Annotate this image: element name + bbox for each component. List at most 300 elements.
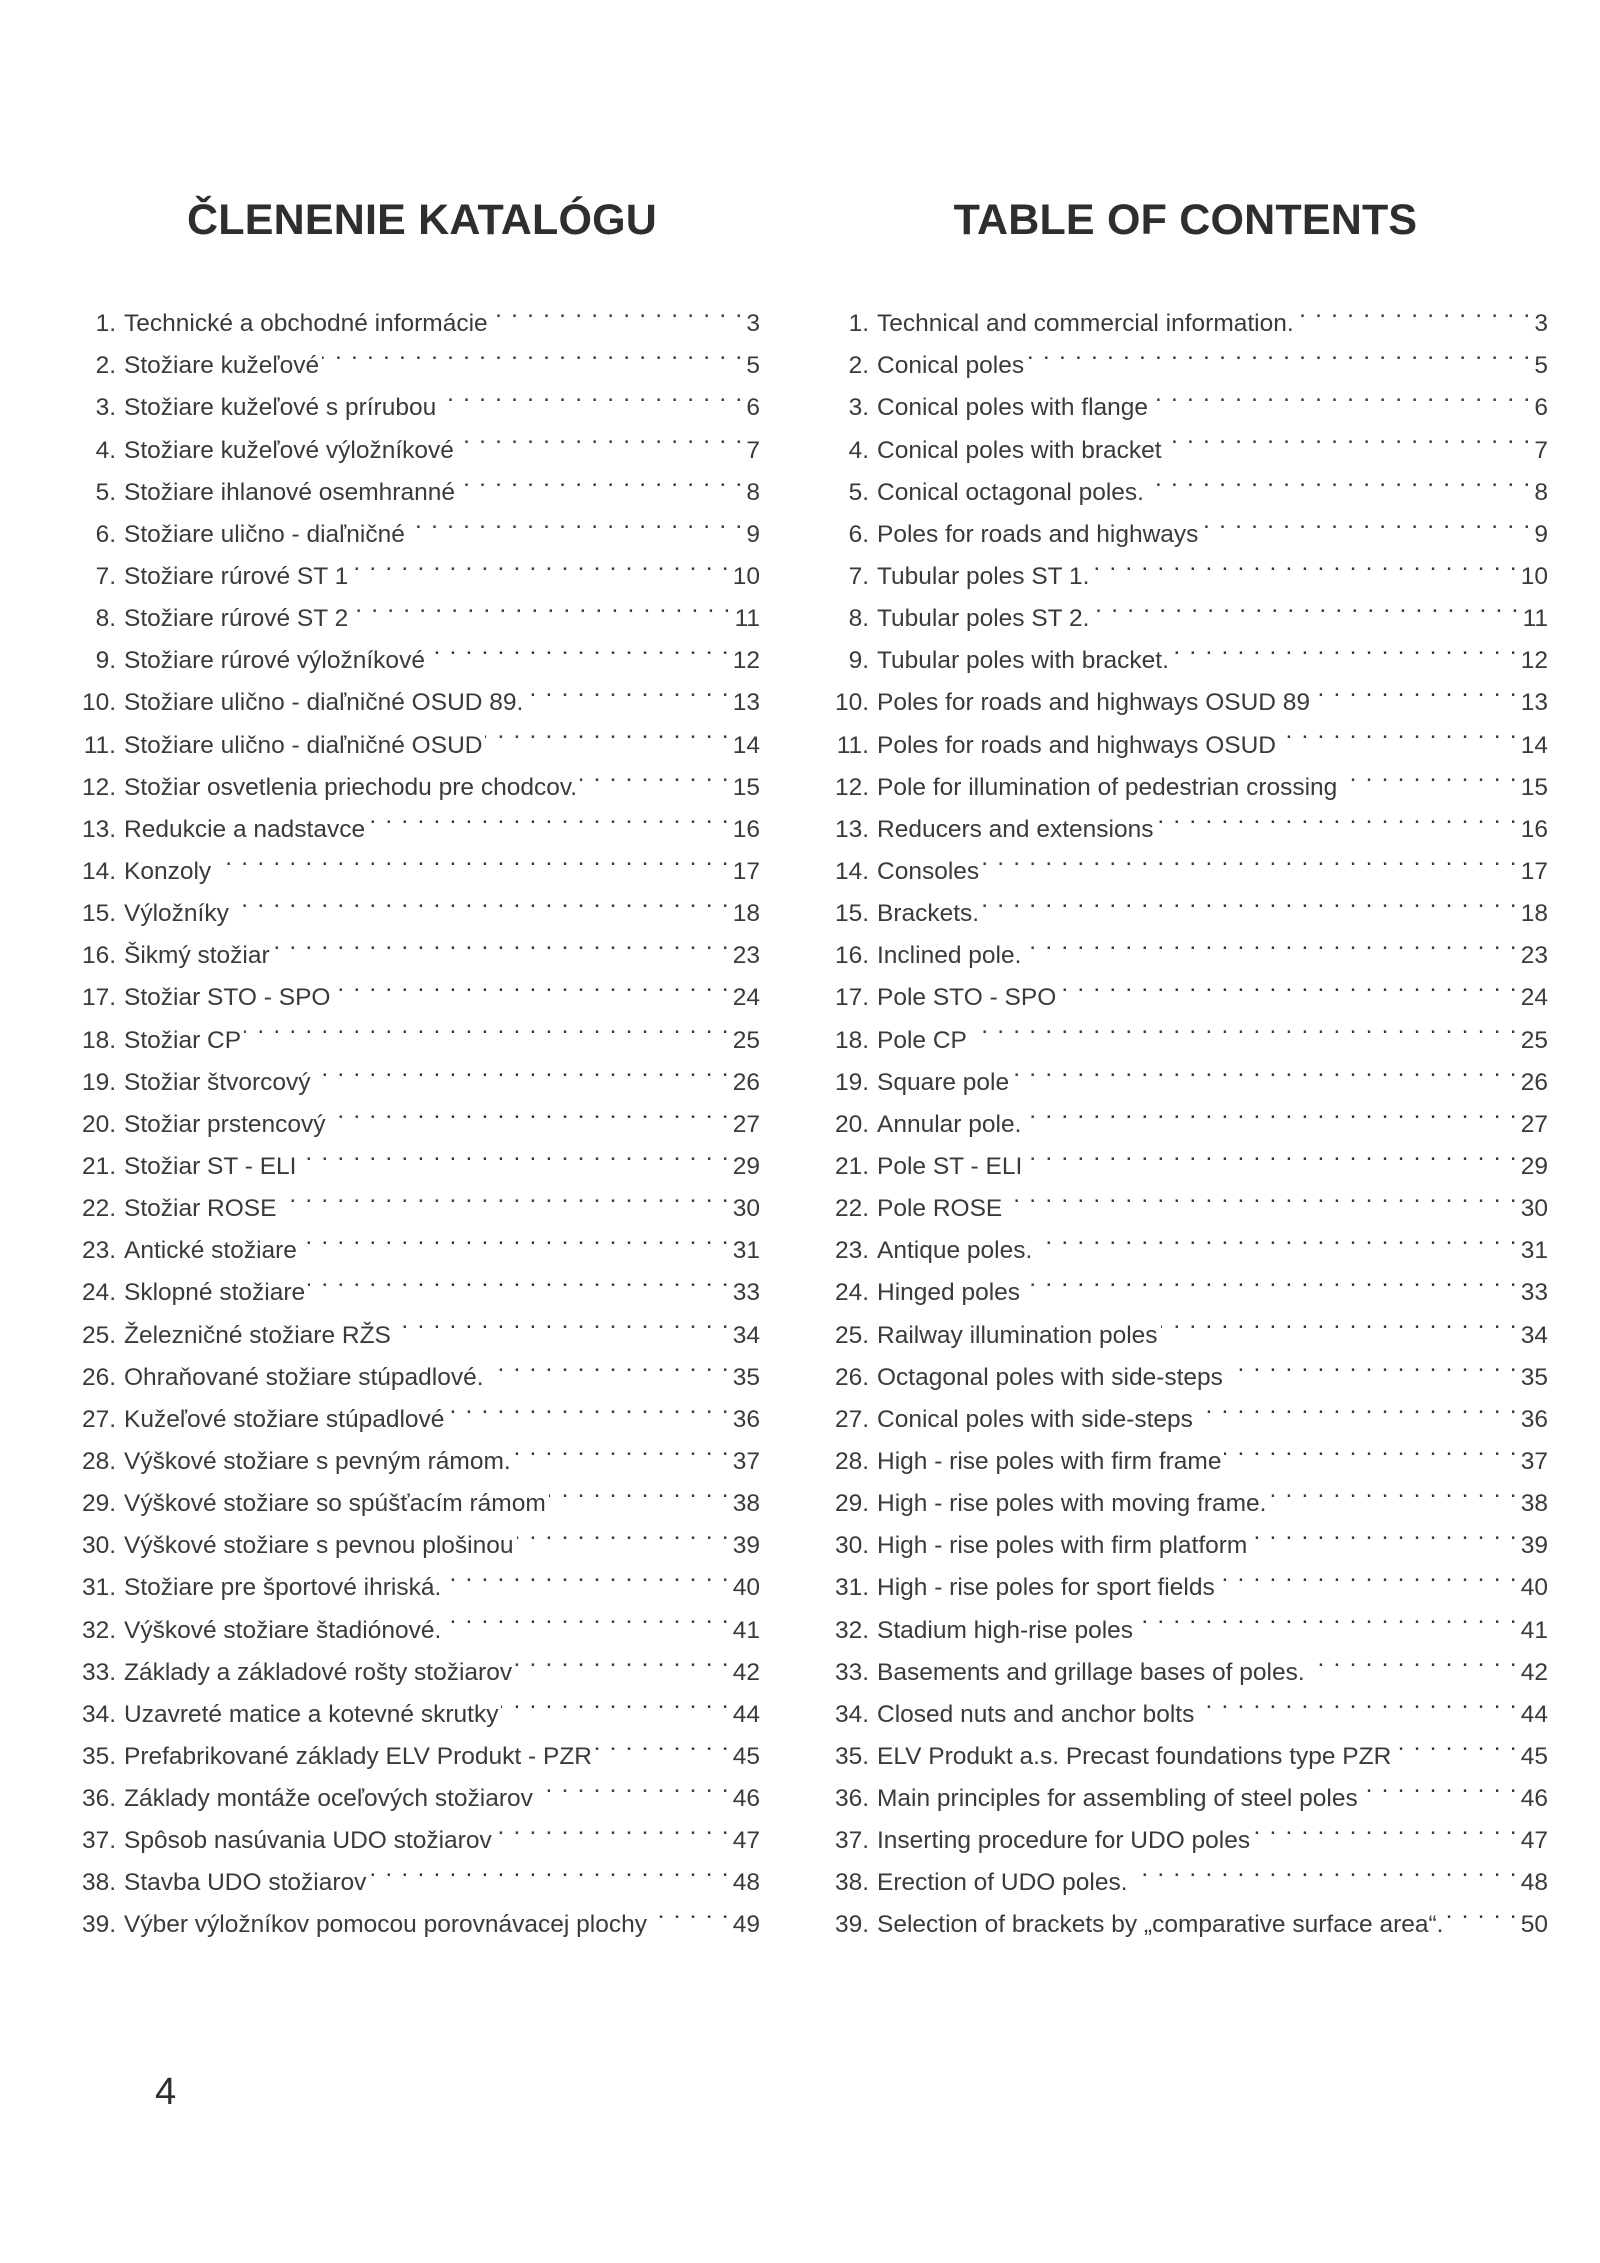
toc-entry-page: 34 [1520, 1321, 1548, 1349]
toc-entry-number: 33. [834, 1658, 869, 1686]
toc-entry-page: 12 [732, 647, 760, 675]
toc-entry-number: 33. [81, 1658, 116, 1686]
toc-entry-page: 37 [1520, 1447, 1548, 1475]
toc-entry-page: 16 [1520, 815, 1548, 843]
toc-entry-page: 44 [1520, 1700, 1548, 1728]
toc-entry-number: 37. [81, 1827, 116, 1855]
dot-leader [1012, 1048, 1518, 1090]
toc-entry-number: 17. [81, 984, 116, 1012]
toc-entry-page: 26 [1520, 1068, 1548, 1096]
dot-leader [308, 1258, 730, 1300]
toc-entry-number: 10. [81, 689, 116, 717]
toc-entry-number: 15. [834, 900, 869, 928]
toc-entry-label: Pole for illumination of pedestrian crossing [877, 773, 1338, 801]
toc-entry-number: 12. [834, 773, 869, 801]
toc-entry-number: 23. [834, 1237, 869, 1265]
dot-leader [1005, 1174, 1517, 1216]
dot-leader [273, 921, 730, 963]
toc-entry-label: Výškové stožiare s pevným rámom. [124, 1447, 511, 1475]
toc-entry-number: 14. [834, 857, 869, 885]
toc-entry-label: Stožiar prstencový [124, 1110, 326, 1138]
dot-leader [351, 542, 730, 584]
dot-leader [368, 795, 730, 837]
toc-entry-number: 20. [81, 1110, 116, 1138]
toc-entry-number: 29. [81, 1490, 116, 1518]
toc-entry-page: 34 [732, 1321, 760, 1349]
toc-title-slovak: ČLENENIE KATALÓGU [186, 196, 658, 244]
dot-leader [1092, 584, 1519, 626]
toc-entry-label: Inclined pole. [877, 942, 1022, 970]
toc-entry-number: 9. [848, 647, 869, 675]
toc-entry-page: 40 [732, 1574, 760, 1602]
toc-entry-page: 47 [732, 1827, 760, 1855]
toc-entry-number: 1. [95, 310, 116, 338]
toc-entry-number: 13. [81, 815, 116, 843]
toc-entry-label: Stožiar ROSE [124, 1195, 277, 1223]
toc-entry-label: ELV Produkt a.s. Precast foundations type PZR [877, 1742, 1392, 1770]
toc-entry-number: 31. [81, 1574, 116, 1602]
toc-entry-page: 50 [1520, 1911, 1548, 1939]
toc-entry-label: Pole STO - SPO [877, 984, 1057, 1012]
dot-leader [394, 1300, 730, 1342]
toc-entry-page: 11 [734, 605, 760, 633]
toc-entry-number: 21. [834, 1152, 869, 1180]
toc-entry-label: Octagonal poles with side-steps [877, 1363, 1223, 1391]
toc-entry-label: Ohraňované stožiare stúpadlové. [124, 1363, 484, 1391]
toc-entry-label: High - rise poles with firm platform [877, 1532, 1248, 1560]
toc-entry-label: Stožiare rúrové výložníkové [124, 647, 425, 675]
dot-leader [334, 963, 730, 1005]
toc-entry-number: 27. [834, 1405, 869, 1433]
toc-entry-number: 31. [834, 1574, 869, 1602]
toc-entry-number: 3. [848, 394, 869, 422]
toc-entry-number: 7. [848, 562, 869, 590]
toc-entry-label: Inserting procedure for UDO poles [877, 1827, 1251, 1855]
dot-leader [650, 1890, 730, 1932]
dot-leader [1024, 921, 1517, 963]
toc-entry-number: 11. [836, 731, 869, 759]
dot-leader [517, 1511, 730, 1553]
toc-entry-page: 11 [1522, 605, 1548, 633]
toc-entry-page: 9 [746, 520, 760, 548]
toc-entry-page: 48 [1520, 1869, 1548, 1897]
dot-leader [1446, 1890, 1517, 1932]
toc-entry [60, 289, 760, 338]
toc-entry-page: 33 [732, 1279, 760, 1307]
toc-entry-page: 44 [732, 1700, 760, 1728]
dot-leader [1035, 1216, 1517, 1258]
toc-entry-label: Consoles [877, 857, 980, 885]
toc-entry-label: Selection of brackets by „comparative surface area“. [877, 1911, 1444, 1939]
toc-list-slovak [60, 289, 760, 1939]
toc-entry-number: 34. [834, 1700, 869, 1728]
dot-leader [1253, 1806, 1518, 1848]
toc-entry-page: 27 [732, 1110, 760, 1138]
toc-entry-label: Technické a obchodné informácie [124, 310, 488, 338]
dot-leader [329, 1090, 730, 1132]
toc-entry-label: Výškové stožiare štadiónové. [124, 1616, 442, 1644]
toc-entry-label: Brackets. [877, 900, 980, 928]
toc-entry-label: Kužeľové stožiare stúpadlové [124, 1405, 445, 1433]
toc-entry-page: 6 [1534, 394, 1548, 422]
toc-entry-number: 38. [834, 1869, 869, 1897]
toc-entry-number: 10. [834, 689, 869, 717]
toc-entry-label: Železničné stožiare RŽS [124, 1321, 391, 1349]
dot-leader [970, 1005, 1518, 1047]
toc-entry-label: Šikmý stožiar [124, 942, 270, 970]
toc-entry-page: 45 [732, 1742, 760, 1770]
toc-entry-label: Stožiar štvorcový [124, 1068, 311, 1096]
toc-entry-number: 7. [95, 562, 116, 590]
toc-entry-page: 18 [732, 900, 760, 928]
toc-entry-page: 35 [1520, 1363, 1548, 1391]
dot-leader [214, 837, 730, 879]
toc-entry-number: 19. [81, 1068, 116, 1096]
dot-leader [1147, 458, 1531, 500]
toc-entry-number: 38. [81, 1869, 116, 1897]
dot-leader [351, 584, 731, 626]
toc-entry-number: 28. [834, 1447, 869, 1475]
toc-entry-page: 27 [1520, 1110, 1548, 1138]
dot-leader [526, 668, 729, 710]
dot-leader [439, 373, 743, 415]
toc-entry-page: 45 [1520, 1742, 1548, 1770]
dot-leader [1313, 668, 1518, 710]
toc-entry-number: 24. [834, 1279, 869, 1307]
dot-leader [595, 1722, 730, 1764]
toc-entry-label: Tubular poles ST 1. [877, 562, 1090, 590]
dot-leader [1131, 1848, 1518, 1890]
toc-entry-label: Stožiar STO - SPO [124, 984, 331, 1012]
toc-entry-label: Annular pole. [877, 1110, 1022, 1138]
toc-entry-page: 39 [1520, 1532, 1548, 1560]
toc-entry-number: 1. [848, 310, 869, 338]
toc-entry-label: Conical poles with side-steps [877, 1405, 1193, 1433]
dot-leader [1394, 1722, 1517, 1764]
dot-leader [485, 710, 729, 752]
dot-leader [1151, 373, 1531, 415]
dot-leader [1297, 289, 1532, 331]
toc-entry-label: Výber výložníkov pomocou porovnávacej plochy [124, 1911, 647, 1939]
dot-leader [458, 458, 743, 500]
toc-entry-number: 3. [95, 394, 116, 422]
toc-entry-number: 18. [81, 1026, 116, 1054]
toc-entry-label: Stožiar CP [124, 1026, 242, 1054]
dot-leader [580, 753, 730, 795]
toc-entry-page: 15 [732, 773, 760, 801]
toc-entry-page: 25 [732, 1026, 760, 1054]
toc-entry-number: 39. [834, 1911, 869, 1939]
toc-entry-number: 32. [81, 1616, 116, 1644]
toc-entry-label: Stožiare kužeľové s prírubou [124, 394, 437, 422]
toc-entry-label: Stožiare uličnо - diaľničné [124, 520, 405, 548]
dot-leader [1361, 1764, 1518, 1806]
dot-leader [536, 1764, 730, 1806]
toc-entry-number: 15. [81, 900, 116, 928]
toc-entry-label: Tubular poles ST 2. [877, 605, 1090, 633]
dot-leader [1025, 1132, 1517, 1174]
toc-entry-page: 47 [1520, 1827, 1548, 1855]
toc-entry-number: 18. [834, 1026, 869, 1054]
toc-entry-label: Poles for roads and highways [877, 520, 1199, 548]
dot-leader [299, 1132, 729, 1174]
toc-entry-label: Stadium high-rise poles [877, 1616, 1134, 1644]
toc-entry-label: Stožiar ST - ELI [124, 1152, 297, 1180]
toc-entry-page: 30 [1520, 1195, 1548, 1223]
toc-entry-number: 27. [81, 1405, 116, 1433]
dot-leader [495, 1806, 730, 1848]
toc-entry-number: 37. [834, 1827, 869, 1855]
toc-entry-page: 16 [732, 815, 760, 843]
toc-entry [813, 289, 1548, 338]
toc-entry-number: 25. [834, 1321, 869, 1349]
toc-entry-number: 30. [834, 1532, 869, 1560]
toc-entry-number: 26. [81, 1363, 116, 1391]
toc-entry-page: 5 [746, 352, 760, 380]
toc-entry-page: 8 [1534, 478, 1548, 506]
toc-entry-label: Stožiare kužeľové výložníkové [124, 436, 454, 464]
dot-leader [515, 1638, 730, 1680]
toc-entry-label: Pole ROSE [877, 1195, 1003, 1223]
toc-entry-page: 42 [732, 1658, 760, 1686]
dot-leader [1196, 1385, 1518, 1427]
dot-leader [444, 1553, 729, 1595]
toc-entry-number: 36. [834, 1785, 869, 1813]
dot-leader [982, 879, 1518, 921]
toc-entry-number: 30. [81, 1532, 116, 1560]
toc-entry-label: Erection of UDO poles. [877, 1869, 1128, 1897]
dot-leader [444, 1595, 729, 1637]
dot-leader [1279, 710, 1518, 752]
toc-entry-label: Conical poles with bracket [877, 436, 1162, 464]
toc-entry-page: 31 [732, 1237, 760, 1265]
dot-leader [1218, 1553, 1518, 1595]
dot-leader [232, 879, 730, 921]
toc-entry-page: 38 [1520, 1490, 1548, 1518]
dot-leader [1092, 542, 1517, 584]
toc-entry-label: Conical octagonal poles. [877, 478, 1144, 506]
toc-entry-number: 22. [81, 1195, 116, 1223]
toc-entry-number: 8. [95, 605, 116, 633]
toc-entry-page: 24 [732, 984, 760, 1012]
toc-entry-page: 48 [732, 1869, 760, 1897]
toc-entry-label: High - rise poles with firm frame [877, 1447, 1222, 1475]
toc-entry-page: 6 [746, 394, 760, 422]
dot-leader [1024, 1090, 1517, 1132]
toc-entry-label: Základy a základové rošty stožiarov [124, 1658, 513, 1686]
dot-leader [1201, 500, 1531, 542]
toc-entry-label: Stožiare rúrové ST 1 [124, 562, 349, 590]
toc-entry-number: 26. [834, 1363, 869, 1391]
toc-entry-number: 19. [834, 1068, 869, 1096]
dot-leader [1308, 1638, 1518, 1680]
toc-entry-page: 29 [732, 1152, 760, 1180]
toc-entry-page: 23 [732, 942, 760, 970]
dot-leader [1156, 795, 1517, 837]
dot-leader [501, 1680, 729, 1722]
toc-entry-label: Railway illumination poles [877, 1321, 1158, 1349]
toc-entry-number: 22. [834, 1195, 869, 1223]
dot-leader [1059, 963, 1517, 1005]
toc-title-english: TABLE OF CONTENTS [953, 196, 1418, 244]
toc-entry-label: Tubular poles with bracket. [877, 647, 1169, 675]
toc-entry-label: Closed nuts and anchor bolts [877, 1700, 1195, 1728]
dot-leader [300, 1216, 730, 1258]
page-number: 4 [155, 2071, 177, 2113]
dot-leader [280, 1174, 730, 1216]
toc-entry-label: Conical poles [877, 352, 1025, 380]
dot-leader [369, 1848, 729, 1890]
toc-entry-page: 17 [732, 857, 760, 885]
toc-entry-page: 10 [1520, 562, 1548, 590]
toc-entry-number: 13. [834, 815, 869, 843]
toc-entry-number: 4. [848, 436, 869, 464]
toc-entry-number: 16. [81, 942, 116, 970]
toc-entry-label: Výložníky [124, 900, 229, 928]
toc-entry-label: Technical and commercial information. [877, 310, 1294, 338]
toc-entry-page: 26 [732, 1068, 760, 1096]
toc-entry-page: 29 [1520, 1152, 1548, 1180]
toc-entry-number: 6. [848, 520, 869, 548]
dot-leader [1172, 626, 1518, 668]
toc-entry-label: Výškové stožiare s pevnou plošinou [124, 1532, 514, 1560]
toc-entry-number: 23. [81, 1237, 116, 1265]
toc-entry-number: 28. [81, 1447, 116, 1475]
dot-leader [549, 1469, 730, 1511]
toc-entry-number: 21. [81, 1152, 116, 1180]
toc-entry-page: 3 [746, 310, 760, 338]
dot-leader [314, 1048, 730, 1090]
toc-entry-page: 14 [1520, 731, 1548, 759]
dot-leader [1340, 753, 1517, 795]
dot-leader [1161, 1300, 1518, 1342]
toc-entry-label: Conical poles with flange [877, 394, 1149, 422]
toc-entry-page: 9 [1534, 520, 1548, 548]
toc-entry-page: 41 [732, 1616, 760, 1644]
toc-entry-label: Poles for roads and highways OSUD [877, 731, 1276, 759]
toc-entry-label: Reducers and extensions [877, 815, 1154, 843]
toc-entry-page: 7 [746, 436, 760, 464]
toc-list-english [813, 289, 1548, 1939]
toc-entry-label: Výškové stožiare so spúšťacím rámom [124, 1490, 546, 1518]
toc-entry-page: 33 [1520, 1279, 1548, 1307]
toc-entry-page: 7 [1534, 436, 1548, 464]
toc-entry-number: 24. [81, 1279, 116, 1307]
toc-entry-page: 10 [732, 562, 760, 590]
toc-entry-page: 35 [732, 1363, 760, 1391]
dot-leader [982, 837, 1518, 879]
toc-entry-page: 25 [1520, 1026, 1548, 1054]
dot-leader [1136, 1595, 1518, 1637]
toc-entry-label: Stožiare pre športové ihriská. [124, 1574, 442, 1602]
toc-entry-label: Basements and grillage bases of poles. [877, 1658, 1305, 1686]
toc-entry-number: 39. [81, 1911, 116, 1939]
toc-entry-number: 16. [834, 942, 869, 970]
toc-entry-label: Square pole [877, 1068, 1010, 1096]
dot-leader [1250, 1511, 1517, 1553]
toc-entry-page: 49 [732, 1911, 760, 1939]
dot-leader [322, 331, 743, 373]
toc-entry-label: Hinged poles [877, 1279, 1021, 1307]
dot-leader [491, 289, 744, 331]
toc-entry-number: 2. [848, 352, 869, 380]
toc-entry-page: 8 [746, 478, 760, 506]
toc-entry-number: 25. [81, 1321, 116, 1349]
dot-leader [457, 415, 743, 457]
toc-entry-page: 3 [1534, 310, 1548, 338]
toc-entry-number: 17. [834, 984, 869, 1012]
toc-entry-page: 36 [1520, 1405, 1548, 1433]
toc-entry-page: 40 [1520, 1574, 1548, 1602]
toc-entry-number: 34. [81, 1700, 116, 1728]
toc-entry-label: Poles for roads and highways OSUD 89 [877, 689, 1311, 717]
toc-entry-page: 14 [732, 731, 760, 759]
toc-entry-label: Pole CP [877, 1026, 967, 1054]
dot-leader [447, 1385, 729, 1427]
toc-entry-page: 13 [732, 689, 760, 717]
toc-entry-label: Redukcie a nadstavce [124, 815, 366, 843]
toc-entry-number: 29. [834, 1490, 869, 1518]
toc-entry-number: 9. [95, 647, 116, 675]
toc-entry-number: 36. [81, 1785, 116, 1813]
toc-entry-page: 41 [1520, 1616, 1548, 1644]
toc-entry-page: 37 [732, 1447, 760, 1475]
toc-entry-page: 12 [1520, 647, 1548, 675]
toc-entry-label: Sklopné stožiare [124, 1279, 306, 1307]
toc-entry-label: Stožiare rúrové ST 2 [124, 605, 349, 633]
toc-entry-number: 4. [95, 436, 116, 464]
toc-entry-label: Stožiare ihlanové osemhranné [124, 478, 455, 506]
toc-entry-page: 42 [1520, 1658, 1548, 1686]
toc-entry-label: Pole ST - ELI [877, 1152, 1023, 1180]
toc-entry-number: 5. [95, 478, 116, 506]
toc-entry-label: Konzoly [124, 857, 212, 885]
dot-leader [1269, 1469, 1517, 1511]
toc-entry-number: 35. [834, 1742, 869, 1770]
dot-leader [408, 500, 743, 542]
toc-entry-page: 18 [1520, 900, 1548, 928]
dot-leader [1197, 1680, 1517, 1722]
toc-entry-number: 5. [848, 478, 869, 506]
toc-entry-label: Spôsob nasúvania UDO stožiarov [124, 1827, 492, 1855]
toc-entry-number: 11. [83, 731, 116, 759]
toc-entry-label: Uzavreté matice a kotevné skrutky [124, 1700, 499, 1728]
toc-entry-label: Stavba UDO stožiarov [124, 1869, 367, 1897]
toc-entry-page: 38 [732, 1490, 760, 1518]
toc-entry-page: 36 [732, 1405, 760, 1433]
toc-entry-label: Main principles for assembling of steel poles [877, 1785, 1358, 1813]
toc-entry-number: 20. [834, 1110, 869, 1138]
toc-entry-number: 6. [95, 520, 116, 548]
toc-entry-page: 15 [1520, 773, 1548, 801]
toc-entry-number: 2. [95, 352, 116, 380]
toc-entry-page: 39 [732, 1532, 760, 1560]
toc-entry-page: 31 [1520, 1237, 1548, 1265]
toc-entry-number: 12. [81, 773, 116, 801]
toc-entry-page: 17 [1520, 857, 1548, 885]
toc-entry-number: 32. [834, 1616, 869, 1644]
toc-entry-label: Antické stožiare [124, 1237, 297, 1265]
toc-entry-label: Stožiar osvetlenia priechodu pre chodcov. [124, 773, 578, 801]
toc-entry-page: 46 [732, 1785, 760, 1813]
toc-entry-label: Základy montáže oceľových stožiarov [124, 1785, 533, 1813]
toc-entry-label: Stožiare uličnо - diaľničné OSUD 89. [124, 689, 524, 717]
dot-leader [514, 1427, 730, 1469]
dot-leader [1027, 331, 1531, 373]
toc-entry-number: 14. [81, 857, 116, 885]
toc-entry-page: 46 [1520, 1785, 1548, 1813]
toc-entry-page: 13 [1520, 689, 1548, 717]
